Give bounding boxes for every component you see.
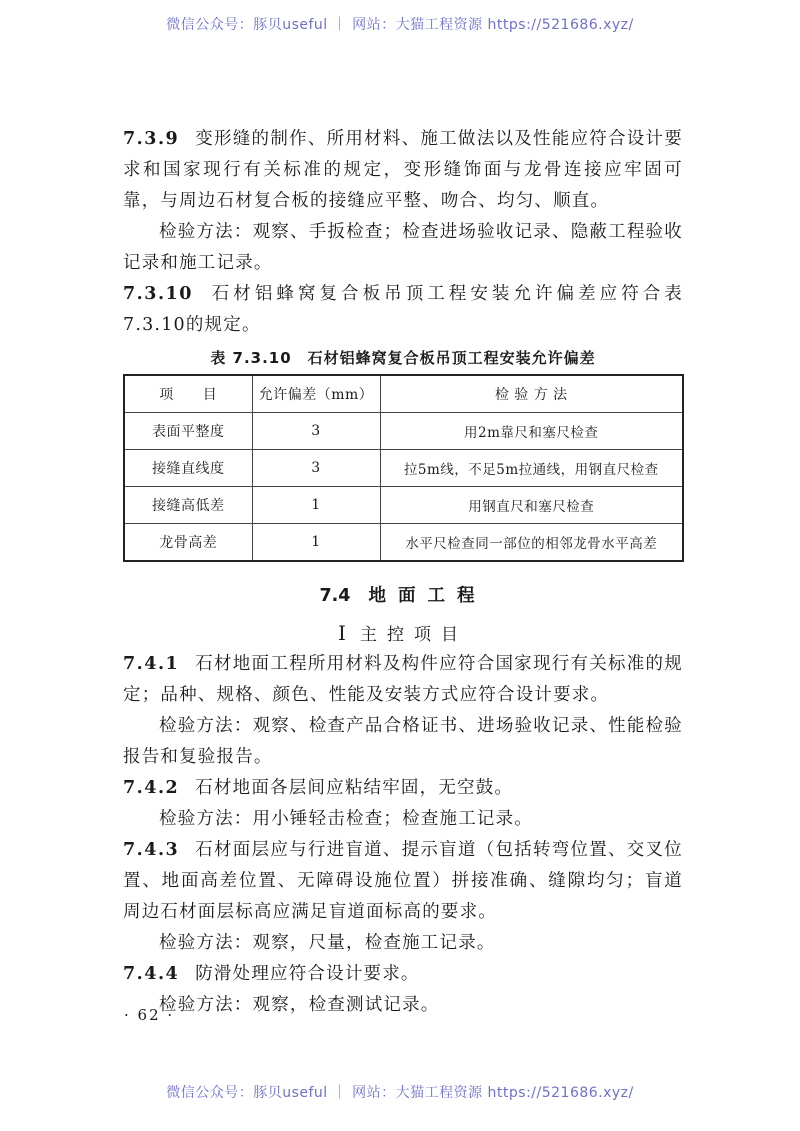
section-title: 地面工程 <box>368 586 487 606</box>
clause-number: 7.4.3 <box>123 840 180 860</box>
inspection-method: 检验方法：观察、检查产品合格证书、进场验收记录、性能检验报告和复验报告。 <box>123 716 683 767</box>
clause-text: 石材地面工程所用材料及构件应符合国家现行有关标准的规定；品种、规格、颜色、性能及安装方式应符合设计要求。 <box>123 654 683 705</box>
clause-number: 7.3.9 <box>123 129 180 149</box>
subsection-heading <box>123 619 683 647</box>
cell-method: 用2m靠尺和塞尺检查 <box>380 413 683 450</box>
cell-item: 龙骨高差 <box>124 524 252 562</box>
clause-text: 石材地面各层间应粘结牢固，无空鼓。 <box>195 778 514 798</box>
watermark-top: 微信公众号：豚贝useful ｜ 网站：大猫工程资源 https://521686.xyz/ <box>166 17 634 33</box>
clause-text: 石材面层应与行进盲道、提示盲道（包括转弯位置、交叉位置、地面高差位置、无障碍设施位置）拼接准确、缝隙均匀；盲道周边石材面层标高应满足盲道面标高的要求。 <box>123 840 683 922</box>
page-number: · 62 · <box>124 1006 175 1024</box>
subsection-numeral: Ⅰ <box>338 621 346 645</box>
cell-item: 接缝直线度 <box>124 450 252 487</box>
cell-item: 接缝高低差 <box>124 487 252 524</box>
cell-tolerance: 1 <box>252 524 380 562</box>
cell-method: 拉5m线，不足5m拉通线，用钢直尺检查 <box>380 450 683 487</box>
table-caption: 表 7.3.10 石材铝蜂窝复合板吊顶工程安装允许偏差 <box>210 349 596 367</box>
inspection-method: 检验方法：观察、手扳检查；检查进场验收记录、隐蔽工程验收记录和施工记录。 <box>123 222 683 273</box>
cell-tolerance: 1 <box>252 487 380 524</box>
cell-tolerance: 3 <box>252 413 380 450</box>
cell-tolerance: 3 <box>252 450 380 487</box>
clause-text: 变形缝的制作、所用材料、施工做法以及性能应符合设计要求和国家现行有关标准的规定，变形缝饰面与龙骨连接应牢固可靠，与周边石材复合板的接缝应平整、吻合、均匀、顺直。 <box>123 129 683 211</box>
table-header-row <box>124 375 683 413</box>
table-row <box>124 524 683 562</box>
header-method: 检 验 方 法 <box>380 375 683 413</box>
section-heading <box>123 582 683 607</box>
table-row <box>124 487 683 524</box>
header-item: 项 目 <box>124 375 252 413</box>
clause-7-4-1 <box>123 649 683 711</box>
clause-7-4-4 <box>123 959 683 990</box>
clause-number: 7.4.2 <box>123 778 180 798</box>
cell-method: 水平尺检查同一部位的相邻龙骨水平高差 <box>380 524 683 562</box>
inspection-method: 检验方法：用小锤轻击检查；检查施工记录。 <box>159 809 533 829</box>
clause-text: 石材铝蜂窝复合板吊顶工程安装允许偏差应符合表7.3.10的规定。 <box>123 284 683 335</box>
clause-7-4-3 <box>123 835 683 928</box>
clause-number: 7.3.10 <box>123 284 193 304</box>
tolerance-table <box>123 374 684 562</box>
document-body <box>123 124 683 1021</box>
table-row <box>124 450 683 487</box>
clause-number: 7.4.1 <box>123 654 180 674</box>
cell-item: 表面平整度 <box>124 413 252 450</box>
clause-7-3-10 <box>123 279 683 341</box>
clause-7-3-9 <box>123 124 683 217</box>
cell-method: 用钢直尺和塞尺检查 <box>380 487 683 524</box>
clause-7-4-2 <box>123 773 683 804</box>
watermark-bottom: 微信公众号：豚贝useful ｜ 网站：大猫工程资源 https://521686.xyz/ <box>166 1085 634 1101</box>
clause-text: 防滑处理应符合设计要求。 <box>195 964 420 984</box>
inspection-method: 检验方法：观察，尺量，检查施工记录。 <box>159 933 496 953</box>
section-number: 7.4 <box>319 586 351 606</box>
subsection-title: 主控项目 <box>359 625 468 645</box>
table-row <box>124 413 683 450</box>
inspection-method: 检验方法：观察，检查测试记录。 <box>159 995 440 1015</box>
header-tolerance: 允许偏差（mm） <box>252 375 380 413</box>
clause-number: 7.4.4 <box>123 964 180 984</box>
